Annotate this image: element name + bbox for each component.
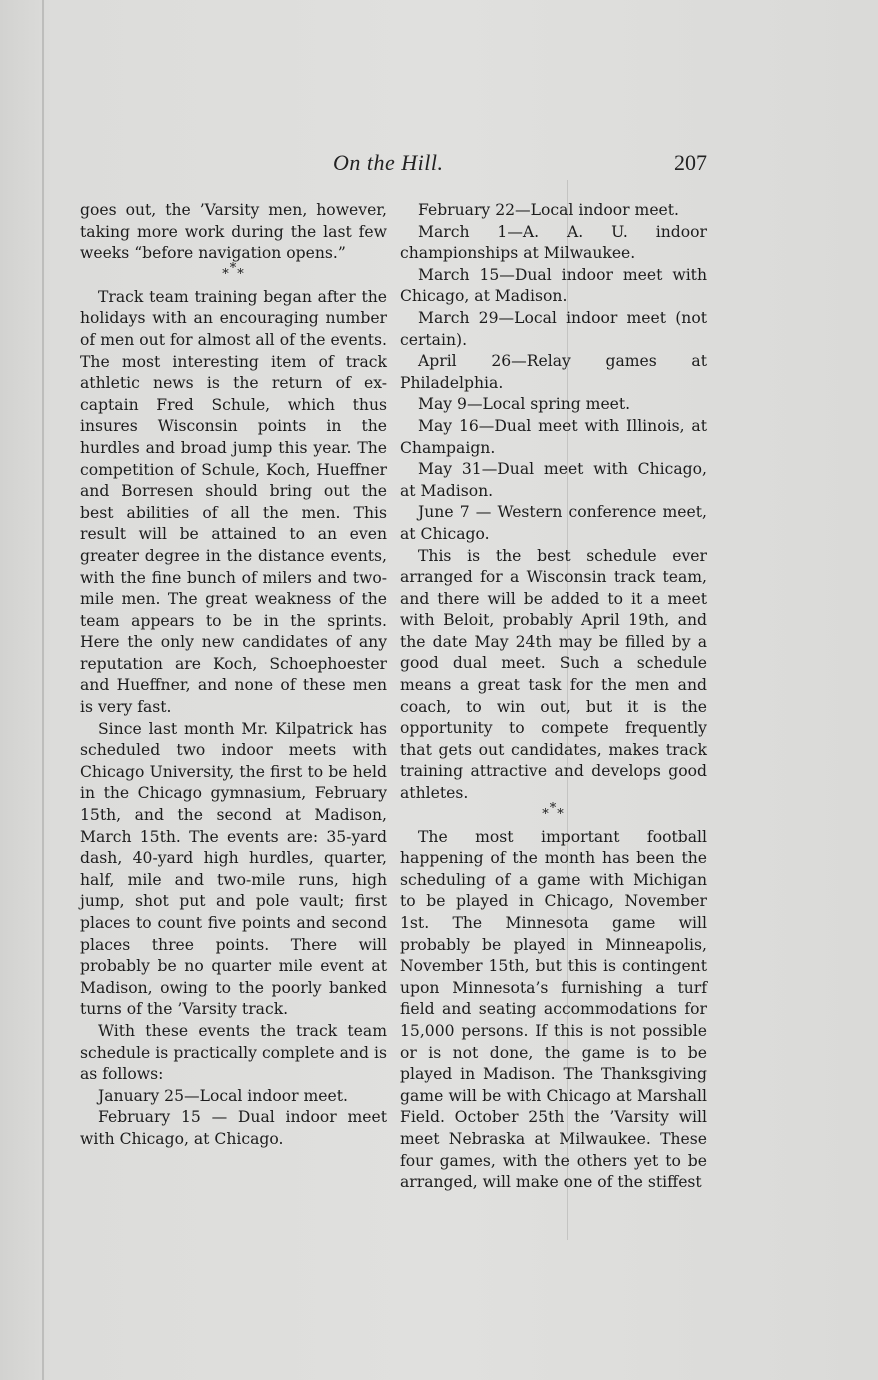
schedule-entry: May 16—Dual meet with Illinois, at Champaign. [400,416,707,457]
page-edge-shadow [42,0,44,1380]
paragraph-schedule-summary: This is the best schedule ever arranged for a Wisconsin track team, and there will be added to it a meet with Beloit, probably April 19th, and the date May 24th may be filled by a good dual meet. Such a schedule means a great task for the men and coach, to win out, but it is the opportunity to compete frequently that gets out candidates, makes track training attractive and develops good athletes. [400,546,707,803]
schedule-entry: June 7 — Western conference meet, at Chicago. [400,503,707,543]
left-column [80,200,387,1151]
paragraph-track-training: Track team training began after the holidays with an encouraging number of men out for almost all of the events. The most interesting item of track athletic news is the return of ex-captain Fred Schule, which thus insures Wisconsin points in the hurdles and broad jump this year. The competition of Schule, Koch, Hueffner and Borresen should bring out the best abilities of all the men. This result will be attained to an even greater degree in the distance events, with the fine bunch of milers and two-mile men. The great weakness of the team appears to be in the sprints. Here the only new candidates of any reputation are Koch, Schoephoester and Hueffner, and none of these men is very fast. [80,287,387,717]
schedule-entry: May 31—Dual meet with Chicago, at Madison. [400,460,707,500]
schedule-entry: March 29—Local indoor meet (not certain). [400,308,707,349]
paragraph-football: The most important football happening of the month has been the scheduling of a game with Michigan to be played in Chicago, November 1st. The Minnesota game will probably be played in Minneapolis, November 15th, but this is contingent upon Minnesota’s furnishing a turf field and seating accommodations for 15,000 persons. If this is not possible or is not done, the game is to be played in Madison. The Thanksgiving game will be with Chicago at Marshall Field. October 25th the ’Varsity will meet Nebraska at Milwaukee. These four games, with the others yet to be arranged, will make one of the stiffest [400,827,707,1192]
schedule-entry: March 15—Dual indoor meet with Chicago, at Madison. [400,265,707,306]
schedule-entry: January 25—Local indoor meet. [98,1086,348,1105]
paragraph-schedule-intro: With these events the track team schedule is practically complete and is as follows: [80,1021,387,1084]
paragraph-indoor-meets: Since last month Mr. Kilpatrick has scheduled two indoor meets with Chicago University, the first to be held in the Chicago gymnasium, February 15th, and the second at Madison, March 15th. The events are: 35-yard dash, 40-yard high hurdles, quarter, half, mile and two-mile runs, high jump, shot put and pole vault; first places to count five points and second places three points. There will probably be no quarter mile event at Madison, owing to the poorly banked turns of the ’Varsity track. [80,719,387,1019]
right-column [400,200,707,1194]
schedule-entry: March 1—A. A. U. indoor championships at Milwaukee. [400,222,707,263]
schedule-entry: April 26—Relay games at Philadelphia. [400,352,707,392]
schedule-entry: February 15 — Dual indoor meet with Chicago, at Chicago. [80,1108,387,1148]
running-head-title: On the Hill. [333,150,444,175]
section-divider-asterism: *** [542,800,565,822]
page-number: 207 [674,150,707,175]
schedule-entry: February 22—Local indoor meet. [418,201,680,219]
schedule-entry: May 9—Local spring meet. [418,395,631,414]
section-divider-asterism: *** [222,260,245,282]
paragraph-continuation: goes out, the ’Varsity men, however, taking more work during the last few weeks “before navigation opens.” [80,201,387,263]
